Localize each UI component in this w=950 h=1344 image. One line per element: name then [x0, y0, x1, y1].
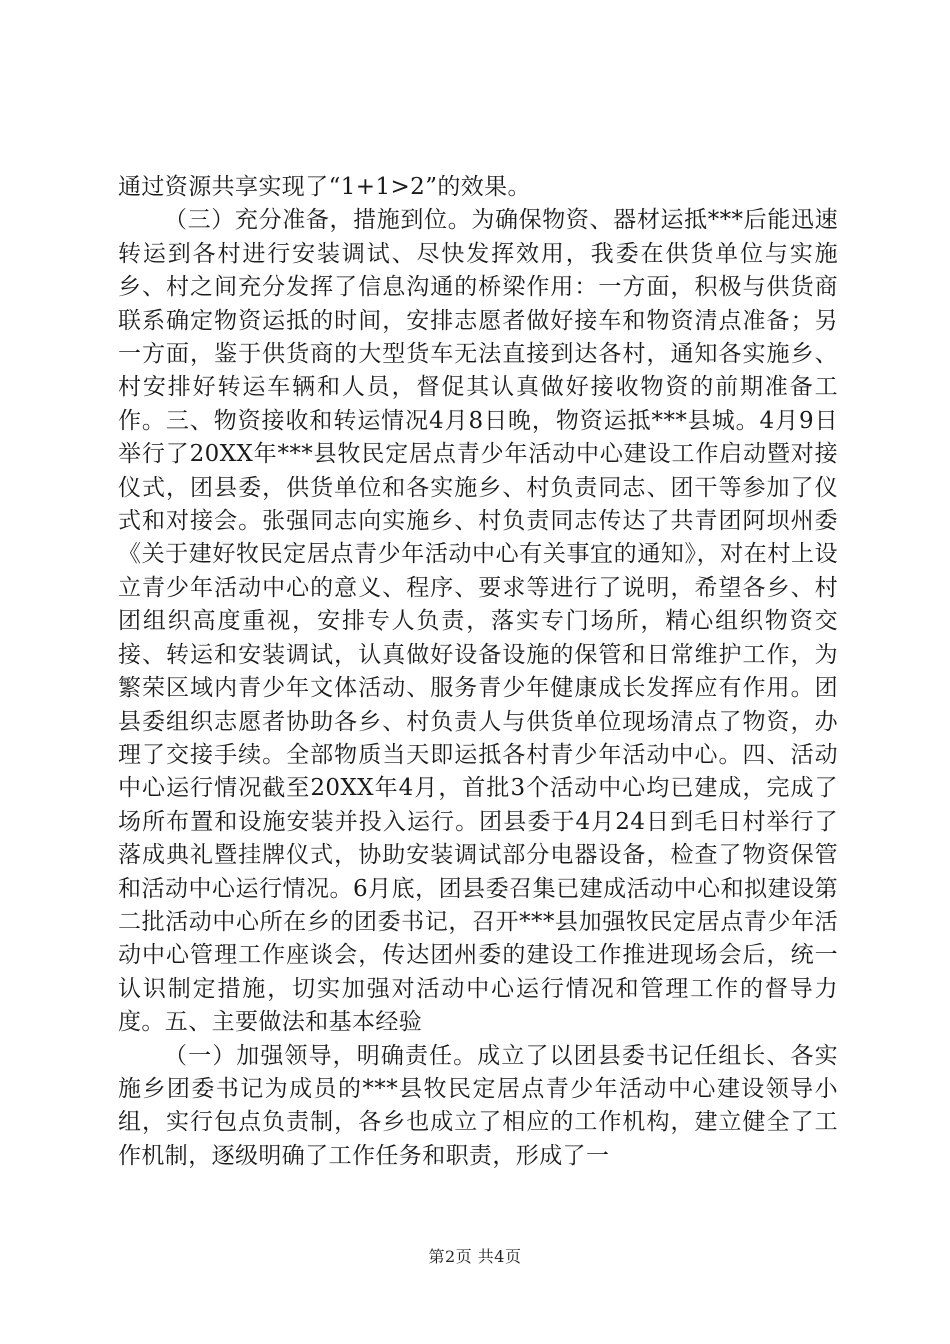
paragraph-continued: 通过资源共享实现了“1+1>2”的效果。 [118, 174, 531, 200]
document-body [118, 171, 838, 1173]
page-number-footer: 第2页 共4页 [428, 1247, 522, 1266]
paragraph-section-one: （一）加强领导，明确责任。成立了以团县委书记任组长、各实施乡团委书记为成员的***县牧民定居点青少年活动中心建设领导小组，实行包点负责制，各乡也成立了相应的工作机构，建立健全了工作机制，逐级明确了工作任务和职责，形成了一 [118, 1042, 838, 1169]
paragraph-section-three: （三）充分准备，措施到位。为确保物资、器材运抵***后能迅速转运到各村进行安装调试、尽快发挥效用，我委在供货单位与实施乡、村之间充分发挥了信息沟通的桥梁作用：一方面，积极与供货商联系确定物资运抵的时间，安排志愿者做好接车和物资清点准备；另一方面，鉴于供货商的大型货车无法直接到达各村，通知各实施乡、村安排好转运车辆和人员，督促其认真做好接收物资的前期准备工作。三、物资接收和转运情况4月8日晚，物资运抵***县城。4月9日举行了20XX年***县牧民定居点青少年活动中心建设工作启动暨对接仪式，团县委，供货单位和各实施乡、村负责同志、团干等参加了仪式和对接会。张强同志向实施乡、村负责同志传达了共青团阿坝州委《关于建好牧民定居点青少年活动中心有关事宜的通知》，对在村上设立青少年活动中心的意义、程序、要求等进行了说明，希望各乡、村团组织高度重视，安排专人负责，落实专门场所，精心组织物资交接、转运和安装调试，认真做好设备设施的保管和日常维护工作，为繁荣区域内青少年文体活动、服务青少年健康成长发挥应有作用。团县委组织志愿者协助各乡、村负责人与供货单位现场清点了物资，办理了交接手续。全部物质当天即运抵各村青少年活动中心。四、活动中心运行情况截至20XX年4月，首批3个活动中心均已建成，完成了场所布置和设施安装并投入运行。团县委于4月24日到毛日村举行了落成典礼暨挂牌仪式，协助安装调试部分电器设备，检查了物资保管和活动中心运行情况。6月底，团县委召集已建成活动中心和拟建设第二批活动中心所在乡的团委书记，召开***县加强牧民定居点青少年活动中心管理工作座谈会，传达团州委的建设工作推进现场会后，统一认识制定措施，切实加强对活动中心运行情况和管理工作的督导力度。五、主要做法和基本经验 [118, 207, 838, 1036]
